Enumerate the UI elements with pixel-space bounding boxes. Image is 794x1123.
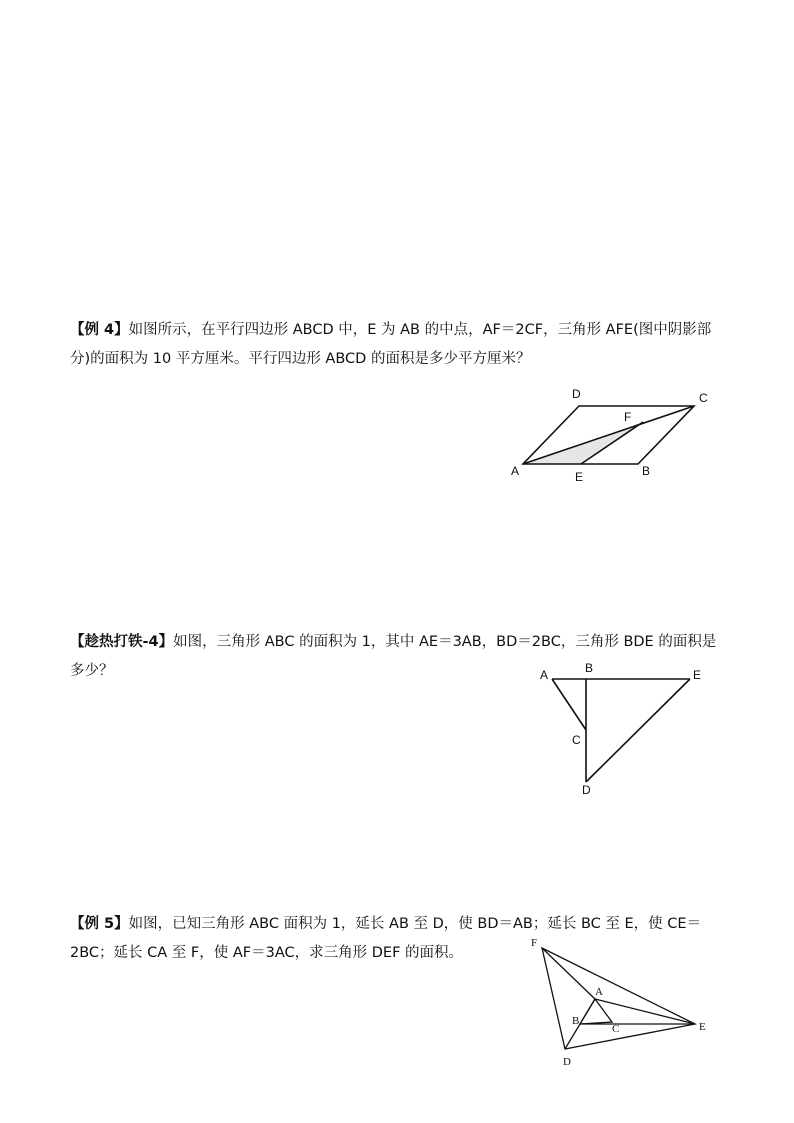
parallelogram-figure: [505, 385, 725, 485]
label-f: F: [531, 937, 538, 949]
segment-ac: [552, 679, 586, 730]
label-d: D: [563, 1056, 571, 1068]
label-b: B: [585, 661, 594, 675]
problem-text: 如图，三角形 ABC 的面积为 1，其中 AE＝3AB，BD＝2BC，三角形 BDE 的面积是多少？: [70, 634, 717, 679]
label-a: A: [540, 668, 549, 682]
label-a: A: [595, 986, 603, 998]
diagonal-ac: [523, 406, 694, 464]
label-d: D: [582, 783, 591, 797]
segment-fa: [542, 948, 595, 999]
label-c: C: [699, 391, 708, 405]
triangle-abc: [580, 999, 612, 1024]
problem-tag: 【例 5】: [70, 916, 129, 932]
label-c: C: [612, 1023, 620, 1035]
label-d: D: [572, 387, 581, 401]
label-c: C: [572, 733, 581, 747]
triangle-def-figure: [520, 932, 720, 1072]
problem-text: 如图所示，在平行四边形 ABCD 中，E 为 AB 的中点，AF＝2CF，三角形 AFE(图中阴影部分)的面积为 10 平方厘米。平行四边形 ABCD 的面积是多少平方厘米？: [70, 322, 712, 367]
label-b: B: [642, 464, 651, 478]
label-b: B: [572, 1015, 580, 1027]
problem-example-4: [70, 316, 730, 374]
label-e: E: [575, 470, 584, 484]
label-f: F: [624, 410, 632, 424]
label-e: E: [699, 1021, 706, 1033]
problem-tag: 【趁热打铁-4】: [70, 634, 174, 650]
problem-tag: 【例 4】: [70, 322, 129, 338]
label-e: E: [693, 668, 702, 682]
label-a: A: [511, 464, 520, 478]
problem-text: 如图，已知三角形 ABC 面积为 1，延长 AB 至 D，使 BD＝AB；延长 BC 至 E，使 CE＝2BC；延长 CA 至 F，使 AF＝3AC，求三角形 DEF 的面积。: [70, 916, 702, 961]
segment-ed: [586, 679, 690, 782]
right-triangle-figure: [530, 655, 720, 800]
